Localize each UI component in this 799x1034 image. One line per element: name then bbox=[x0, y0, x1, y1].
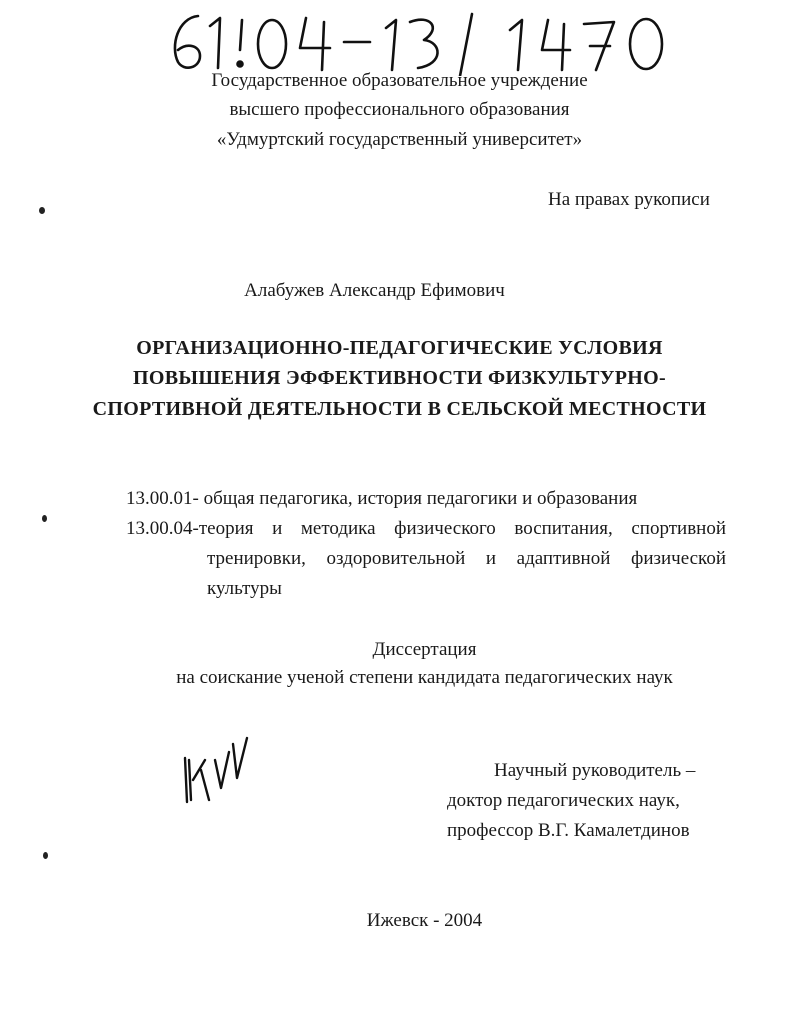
institution-line-3: «Удмуртский государственный университет» bbox=[216, 129, 583, 150]
scan-speck bbox=[42, 515, 47, 522]
specialty-1: 13.00.01- общая педагогика, история педагогики и образования bbox=[126, 488, 638, 509]
specialty-2-line-2: тренировки, оздоровительной и адаптивной физической bbox=[207, 548, 726, 569]
scan-speck bbox=[43, 852, 48, 859]
author-name: Алабужев Александр Ефимович bbox=[244, 280, 505, 301]
specialty-2-line-3: культуры bbox=[207, 578, 282, 599]
scan-speck bbox=[39, 207, 45, 214]
supervisor-line-2: доктор педагогических наук, bbox=[447, 790, 680, 811]
signature bbox=[175, 730, 255, 810]
title-line-2: ПОВЫШЕНИЯ ЭФФЕКТИВНОСТИ ФИЗКУЛЬТУРНО- bbox=[133, 367, 666, 389]
institution-line-2: высшего профессионального образования bbox=[229, 99, 570, 120]
city-year: Ижевск - 2004 bbox=[366, 910, 483, 931]
supervisor-line-1: Научный руководитель – bbox=[494, 760, 696, 781]
handwritten-archive-number bbox=[160, 6, 680, 76]
degree-line: на соискание ученой степени кандидата педагогических наук bbox=[176, 667, 673, 688]
manuscript-rights: На правах рукописи bbox=[548, 189, 710, 210]
supervisor-line-3: профессор В.Г. Камалетдинов bbox=[447, 820, 690, 841]
title-line-3: СПОРТИВНОЙ ДЕЯТЕЛЬНОСТИ В СЕЛЬСКОЙ МЕСТНОСТИ bbox=[92, 398, 707, 420]
dissertation-label: Диссертация bbox=[372, 639, 477, 660]
title-line-1: ОРГАНИЗАЦИОННО-ПЕДАГОГИЧЕСКИЕ УСЛОВИЯ bbox=[136, 337, 663, 359]
institution-line-1: Государственное образовательное учреждение bbox=[211, 70, 588, 91]
specialty-2-line-1: 13.00.04-теория и методика физического воспитания, спортивной bbox=[126, 518, 726, 539]
